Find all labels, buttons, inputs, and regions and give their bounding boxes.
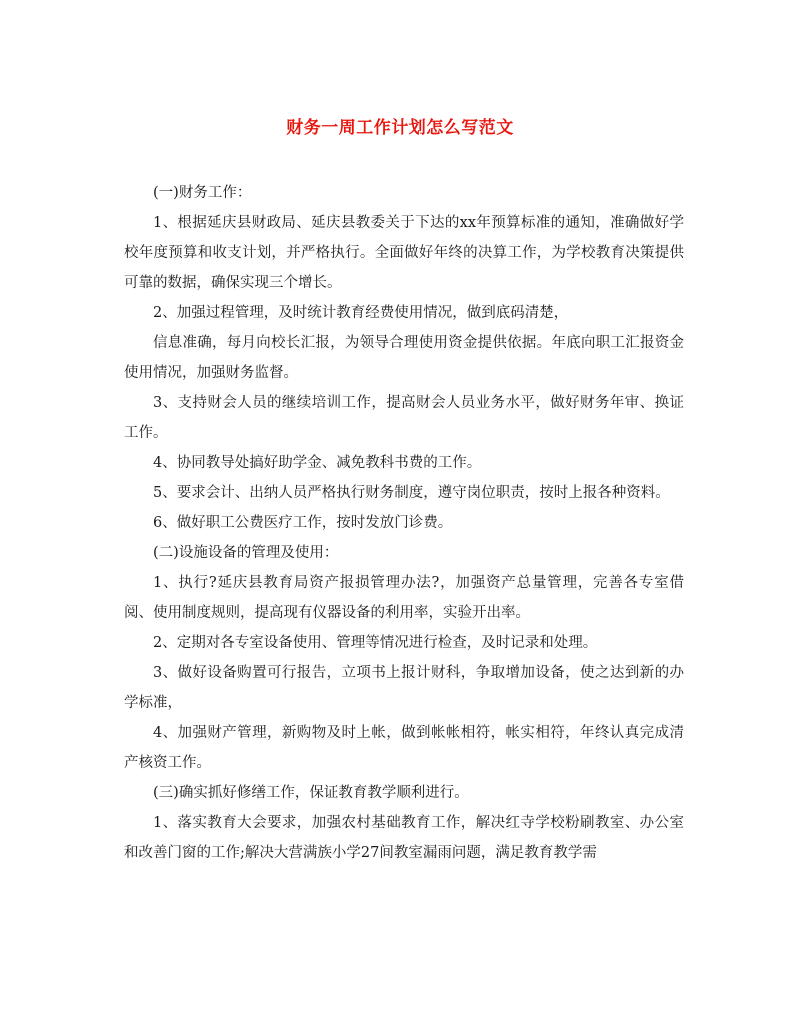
document-title: 财务一周工作计划怎么写范文 xyxy=(286,118,514,138)
paragraph: 3、支持财会人员的继续培训工作，提高财会人员业务水平，做好财务年审、换证工作。 xyxy=(124,395,684,441)
paragraph: 2、加强过程管理，及时统计教育经费使用情况，做到底码清楚， xyxy=(153,305,569,321)
paragraph: 1、执行?延庆县教育局资产报损管理办法?，加强资产总量管理，完善各专室借阅、使用制度规则，提高现有仪器设备的利用率，实验开出率。 xyxy=(124,575,684,621)
paragraph: 1、根据延庆县财政局、延庆县教委关于下达的xx年预算标准的通知，准确做好学校年度预算和收支计划，并严格执行。全面做好年终的决算工作，为学校教育决策提供可靠的数据，确保实现三个增长。 xyxy=(124,215,684,291)
paragraph: 2、定期对各专室设备使用、管理等情况进行检查，及时记录和处理。 xyxy=(153,635,598,651)
paragraph: (一)财务工作： xyxy=(153,185,252,201)
paragraph: 信息准确，每月向校长汇报，为领导合理使用资金提供依据。年底向职工汇报资金使用情况，加强财务监督。 xyxy=(124,335,684,381)
paragraph: 1、落实教育大会要求，加强农村基础教育工作，解决红寺学校粉刷教室、办公室和改善门窗的工作;解决大营满族小学27间教室漏雨问题，满足教育教学需 xyxy=(124,815,684,861)
paragraph: (三)确实抓好修缮工作，保证教育教学顺利进行。 xyxy=(153,785,469,801)
paragraph: 5、要求会计、出纳人员严格执行财务制度，遵守岗位职责，按时上报各种资料。 xyxy=(153,485,670,501)
paragraph: (二)设施设备的管理及使用： xyxy=(153,545,339,561)
paragraph: 3、做好设备购置可行报告，立项书上报计财科，争取增加设备，使之达到新的办学标准， xyxy=(124,665,684,711)
paragraph: 4、协同教导处搞好助学金、减免教科书费的工作。 xyxy=(153,455,482,471)
paragraph: 6、做好职工公费医疗工作，按时发放门诊费。 xyxy=(153,515,453,531)
document-body xyxy=(124,178,684,868)
paragraph: 4、加强财产管理，新购物及时上帐，做到帐帐相符，帐实相符，年终认真完成清产核资工作。 xyxy=(124,725,684,771)
